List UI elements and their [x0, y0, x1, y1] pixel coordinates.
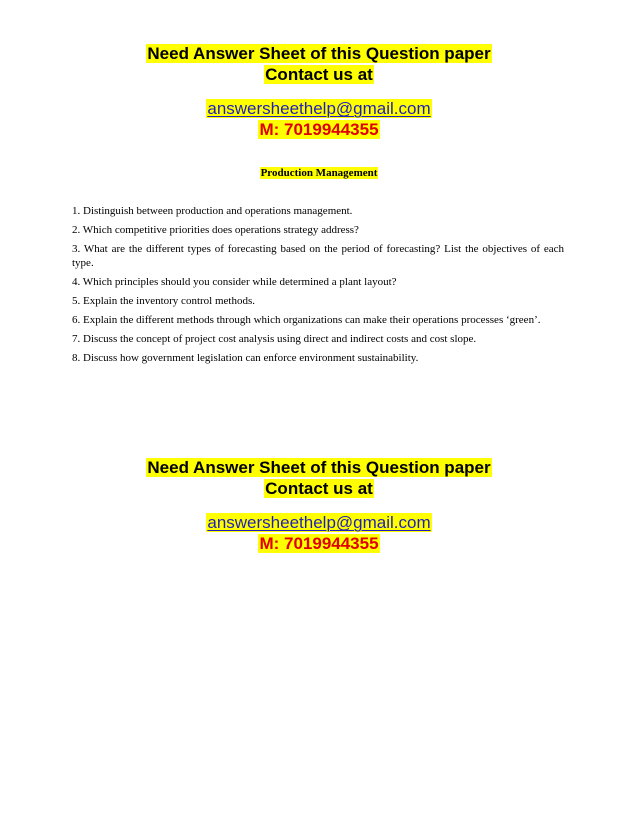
top-contact-line1: Need Answer Sheet of this Question paper	[147, 44, 491, 63]
question-item: 5. Explain the inventory control methods.	[72, 295, 255, 307]
question-item: 7. Discuss the concept of project cost analysis using direct and indirect costs and cost slope.	[72, 333, 477, 345]
bottom-contact-line1: Need Answer Sheet of this Question paper	[147, 458, 491, 477]
bottom-contact-phone-line	[0, 533, 638, 554]
subject-title: Production Management	[260, 167, 378, 179]
top-contact-block	[0, 43, 638, 140]
question-item: 3. What are the different types of forecasting based on the period of forecasting? List the objectives of each type.	[72, 243, 564, 269]
bottom-contact-block	[0, 457, 638, 554]
top-contact-phone: M: 7019944355	[259, 120, 379, 139]
bottom-contact-email-line	[0, 512, 638, 533]
top-contact-line2: Contact us at	[265, 65, 373, 84]
question-item: 2. Which competitive priorities does operations strategy address?	[72, 224, 359, 236]
bottom-contact-email-link[interactable]: answersheethelp@gmail.com	[207, 513, 431, 532]
top-contact-phone-line	[0, 119, 638, 140]
question-list	[72, 204, 564, 370]
question-item: 8. Discuss how government legislation can enforce environment sustainability.	[72, 352, 419, 364]
question-item: 4. Which principles should you consider while determined a plant layout?	[72, 276, 397, 288]
top-contact-email-line	[0, 98, 638, 119]
bottom-contact-line2: Contact us at	[265, 479, 373, 498]
bottom-contact-phone: M: 7019944355	[259, 534, 379, 553]
question-item: 6. Explain the different methods through which organizations can make their operations processes ‘green’.	[72, 314, 541, 326]
top-contact-email-link[interactable]: answersheethelp@gmail.com	[207, 99, 431, 118]
question-item: 1. Distinguish between production and operations management.	[72, 205, 353, 217]
